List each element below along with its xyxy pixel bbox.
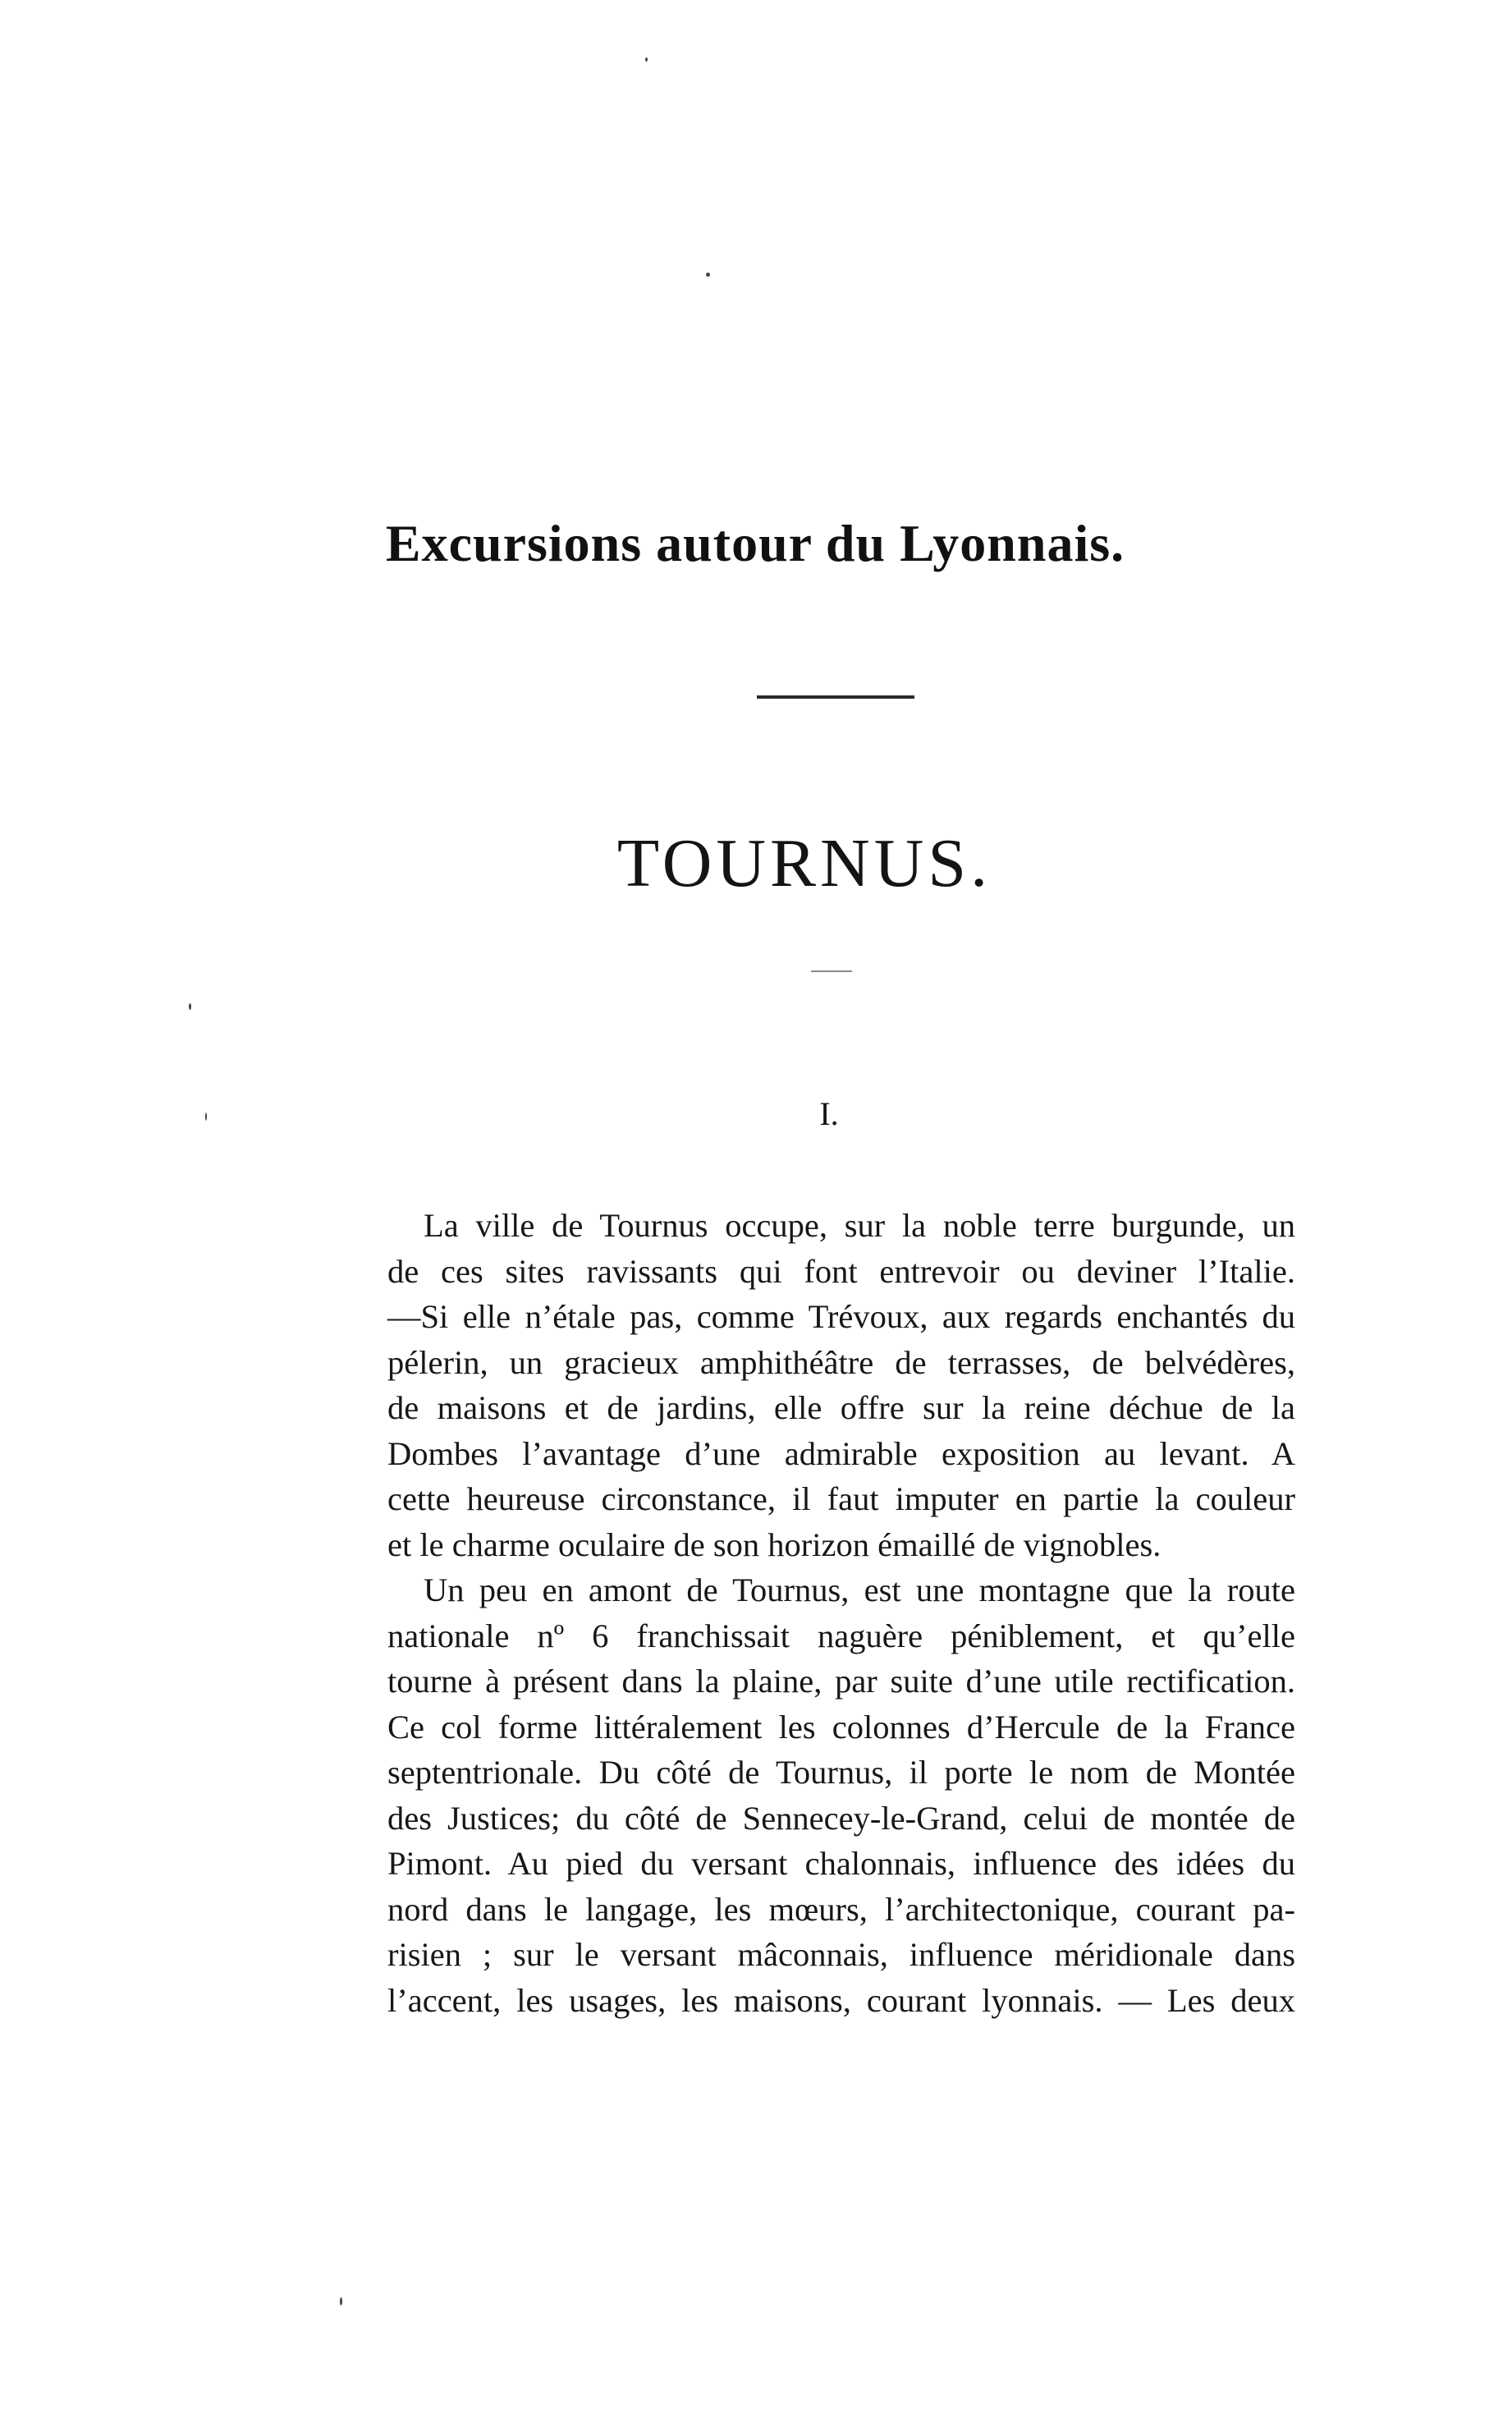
scan-speck — [645, 57, 648, 62]
title-divider — [757, 695, 914, 699]
section-number: I. — [819, 1095, 839, 1132]
text-line: risien ; sur le versant mâconnais, influence méridionale dans — [387, 1936, 1295, 1973]
text-line: septentrionale. Du côté de Tournus, il porte le nom de Montée — [387, 1754, 1295, 1791]
text-line: de maisons et de jardins, elle offre sur la reine déchue de la — [387, 1389, 1295, 1426]
text-line: tourne à présent dans la plaine, par suite d’une utile rectification. — [387, 1663, 1295, 1700]
scan-speck — [706, 273, 710, 277]
text-line: nationale nº 6 franchissait naguère péniblement, et qu’elle — [387, 1617, 1295, 1654]
text-line: Dombes l’avantage d’une admirable exposition au levant. A — [387, 1434, 1295, 1472]
series-title: Excursions autour du Lyonnais. — [385, 514, 1125, 572]
scan-speck — [189, 1003, 191, 1010]
paragraph-2 — [387, 1567, 1295, 2023]
text-line: nord dans le langage, les mœurs, l’architectonique, courant pa- — [387, 1890, 1295, 1928]
text-line: Ce col forme littéralement les colonnes d’Hercule de la France — [387, 1708, 1295, 1746]
text-line: cette heureuse circonstance, il faut imputer en partie la couleur — [387, 1480, 1295, 1517]
body-text — [387, 1203, 1295, 2023]
text-line: des Justices; du côté de Sennecey-le-Grand, celui de montée de — [387, 1799, 1295, 1837]
text-line: Pimont. Au pied du versant chalonnais, influence des idées du — [387, 1845, 1295, 1882]
paragraph-1 — [387, 1203, 1295, 1567]
text-line: de ces sites ravissants qui font entrevoir ou deviner l’Italie. — [387, 1252, 1295, 1290]
text-line: —Si elle n’étale pas, comme Trévoux, aux regards enchantés du — [387, 1298, 1295, 1335]
text-line: et le charme oculaire de son horizon émaillé de vignobles. — [387, 1525, 1161, 1563]
scan-speck — [340, 2297, 342, 2305]
text-line: l’accent, les usages, les maisons, courant lyonnais. — Les deux — [387, 1981, 1295, 2019]
text-line: pélerin, un gracieux amphithéâtre de terrasses, de belvédères, — [387, 1343, 1295, 1381]
chapter-divider — [811, 970, 852, 972]
chapter-title: TOURNUS. — [616, 825, 992, 901]
text-line: Un peu en amont de Tournus, est une montagne que la route — [424, 1571, 1295, 1608]
text-line: La ville de Tournus occupe, sur la noble terre burgunde, un — [424, 1207, 1295, 1244]
scan-speck — [205, 1112, 207, 1121]
